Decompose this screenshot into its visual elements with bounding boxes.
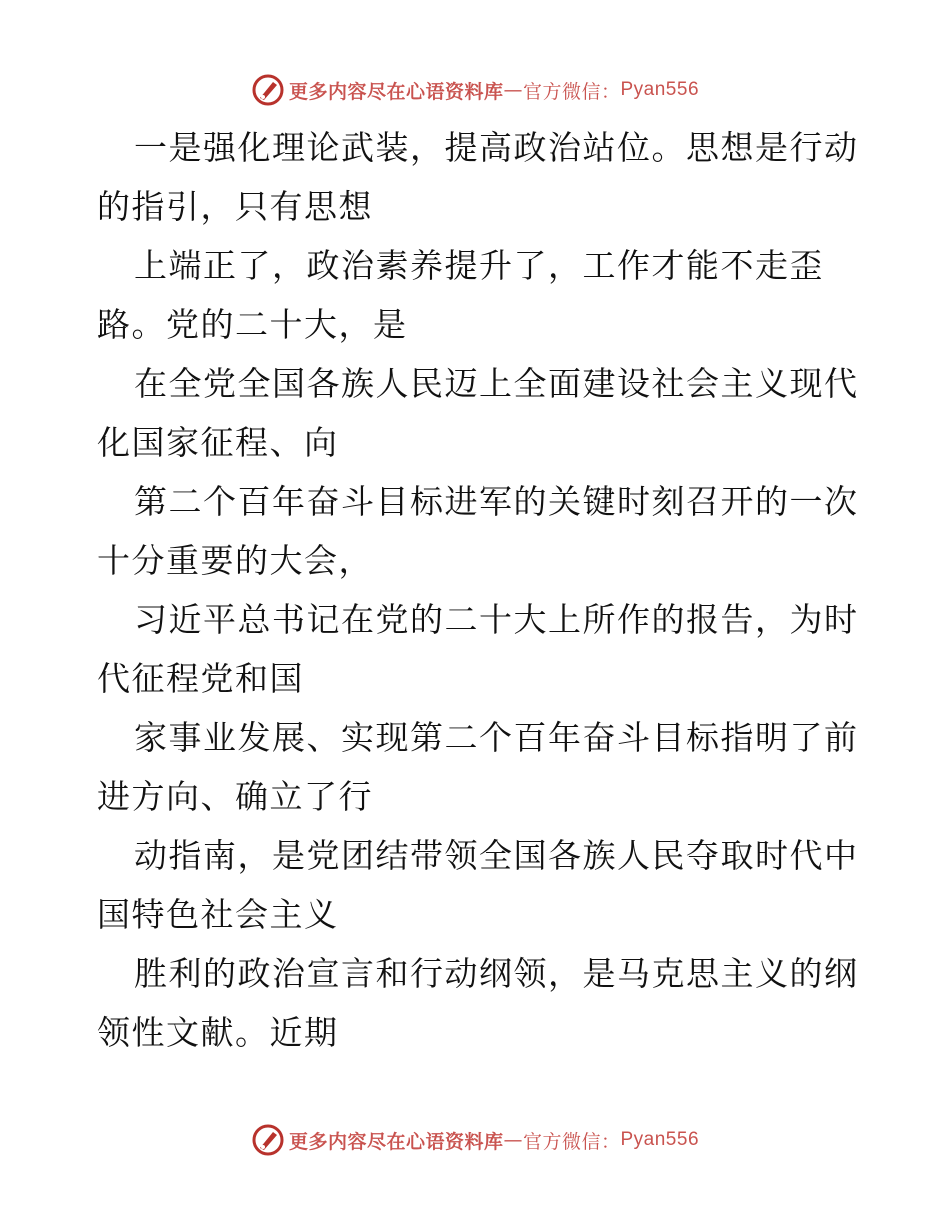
body-line: 一是强化理论武装，提高政治站位。思想是行动 [134, 128, 859, 167]
body-line: 国特色社会主义 [97, 895, 339, 934]
footer-wechat-label: 官方微信： [522, 1130, 621, 1153]
body-line: 第二个百年奋斗目标进军的关键时刻召开的一次 [134, 482, 859, 521]
header-wechat-id: Pyan556 [620, 79, 700, 100]
body-line: 代征程党和国 [97, 659, 304, 698]
body-line: 上端正了，政治素养提升了，工作才能不走歪 [134, 246, 824, 285]
footer-wechat-id: Pyan556 [620, 1129, 700, 1150]
body-line: 动指南，是党团结带领全国各族人民夺取时代中 [134, 836, 859, 875]
pen-circle-logo-icon [251, 1123, 285, 1157]
footer-banner [0, 1120, 950, 1160]
header-dash: — [503, 79, 523, 101]
body-line: 进方向、确立了行 [97, 777, 373, 816]
pen-circle-logo-icon [251, 73, 285, 107]
body-line: 领性文献。近期 [97, 1013, 339, 1052]
body-line: 习近平总书记在党的二十大上所作的报告，为时 [134, 600, 859, 639]
body-line: 胜利的政治宣言和行动纲领，是马克思主义的纲 [134, 954, 859, 993]
header-slogan: 更多内容尽在心语资料库 [288, 80, 504, 103]
body-line: 的指引，只有思想 [97, 187, 373, 226]
footer-dash: — [503, 1129, 523, 1151]
body-line: 家事业发展、实现第二个百年奋斗目标指明了前 [134, 718, 859, 757]
body-line: 化国家征程、向 [97, 423, 339, 462]
header-banner [0, 70, 950, 110]
header-wechat-label: 官方微信： [522, 80, 621, 103]
document-body [97, 118, 867, 1062]
body-line: 十分重要的大会， [97, 541, 373, 580]
body-line: 在全党全国各族人民迈上全面建设社会主义现代 [134, 364, 859, 403]
body-line: 路。党的二十大，是 [97, 305, 408, 344]
footer-slogan: 更多内容尽在心语资料库 [288, 1130, 504, 1153]
